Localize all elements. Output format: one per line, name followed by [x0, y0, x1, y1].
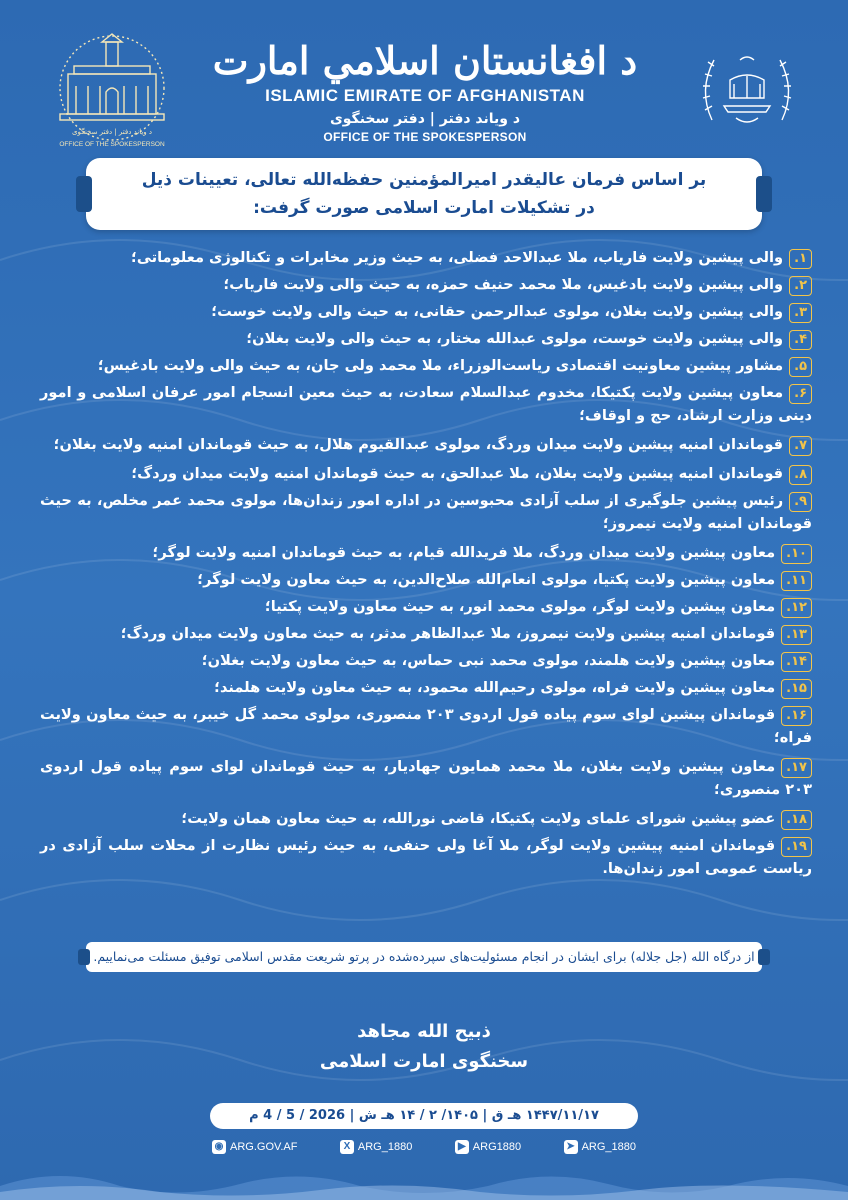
item-text: قوماندان امنیه پیشین ولایت میدان وردگ، مولوی عبدالقیوم هلال، به حیث قوماندان امنیه ولایت بغلان؛ — [53, 436, 784, 453]
social-youtube-label: ARG1880 — [472, 1141, 522, 1153]
item-text: والی پیشین ولایت خوست، مولوی عبدالله مختار، به حیث والی ولایت بغلان؛ — [246, 330, 784, 347]
signatory-name: ذبیح الله مجاهد — [357, 1021, 491, 1042]
list-item — [40, 755, 812, 801]
item-text: معاون پیشین ولایت پکتیکا، مخدوم عبدالسلام سعادت، به حیث معین انسجام امور عرفان اسلامی و امور دینی وزارت ارشاد، حج و اوقاف؛ — [40, 384, 812, 424]
social-x-label: ARG_1880 — [357, 1141, 413, 1153]
item-text: والی پیشین ولایت بغلان، مولوی عبدالرحمن حقانی، به حیث والی ولایت خوست؛ — [211, 303, 784, 320]
list-item — [40, 807, 812, 830]
item-number: ۱. — [789, 249, 812, 269]
item-text: قوماندان امنیه پیشین ولایت نیمروز، ملا عبدالظاهر مدثر، به حیث معاون ولایت میدان وردگ؛ — [120, 625, 776, 642]
item-number: ۱۷. — [781, 758, 812, 778]
list-item — [40, 595, 812, 618]
item-number: ۶. — [789, 384, 812, 404]
appointment-list — [40, 246, 812, 884]
social-telegram-label: ARG_1880 — [581, 1141, 636, 1153]
brand-english: ISLAMIC EMIRATE OF AFGHANISTAN — [265, 86, 585, 105]
closing-prayer-box — [86, 942, 762, 972]
item-number: ۱۵. — [781, 679, 812, 699]
date-bar — [210, 1103, 638, 1129]
globe-icon: ◉ — [212, 1140, 226, 1154]
social-telegram[interactable] — [564, 1140, 636, 1154]
list-item — [40, 246, 812, 269]
item-text: قوماندان امنیه پیشین ولایت بغلان، ملا عبدالحق، به حیث قوماندان امنیه ولایت میدان وردگ؛ — [131, 465, 784, 482]
item-number: ۱۶. — [781, 706, 812, 726]
emblem-caption-en: OFFICE OF THE SPOKESPERSON — [59, 141, 165, 148]
seal-emblem-logo — [694, 40, 800, 140]
list-item — [40, 489, 812, 535]
list-item — [40, 541, 812, 564]
palace-emblem-logo — [40, 30, 185, 160]
palace-icon — [40, 30, 185, 160]
telegram-icon: ➤ — [564, 1140, 578, 1154]
item-number: ۷. — [789, 436, 812, 456]
x-icon: X — [340, 1140, 354, 1154]
youtube-icon: ▶ — [455, 1140, 469, 1154]
list-item — [40, 834, 812, 880]
item-text: قوماندان امنیه پیشین ولایت لوگر، ملا آغا ولی حنفی، به حیث رئیس نظارت از محلات سلب آزادی در ریاست عمومی امور زندان‌ها. — [40, 837, 812, 877]
item-number: ۱۴. — [781, 652, 812, 672]
list-item — [40, 354, 812, 377]
item-text: رئیس پیشین جلوگیری از سلب آزادی محبوسین در اداره امور زندان‌ها، مولوی محمد عمر مخلص، به حیث قوماندان امنیه ولایت نیمروز؛ — [40, 492, 812, 532]
item-text: قوماندان پیشین لوای سوم پیاده قول اردوی ۲۰۳ منصوری، مولوی محمد گل خیبر، به حیث معاون ولایت فراه؛ — [40, 706, 812, 746]
list-item — [40, 703, 812, 749]
ribbon-right — [756, 176, 772, 212]
item-text: والی پیشین ولایت بادغیس، ملا محمد حنیف حمزه، به حیث والی ولایت فاریاب؛ — [223, 276, 784, 293]
item-number: ۲. — [789, 276, 812, 296]
brand-header — [200, 36, 650, 144]
item-text: عضو پیشین شورای علمای ولایت پکتیکا، قاضی نورالله، به حیث معاون همان ولایت؛ — [181, 810, 776, 827]
list-item — [40, 676, 812, 699]
list-item — [40, 568, 812, 591]
item-text: معاون پیشین ولایت پکتیا، مولوی انعام‌الله صلاح‌الدین، به حیث معاون ولایت لوگر؛ — [197, 571, 776, 588]
decree-intro-box — [86, 158, 762, 230]
social-youtube[interactable] — [455, 1140, 521, 1154]
list-item — [40, 381, 812, 427]
item-text: معاون پیشین ولایت هلمند، مولوی محمد نبی حماس، به حیث معاون ولایت بغلان؛ — [201, 652, 776, 669]
item-number: ۵. — [789, 357, 812, 377]
item-text: معاون پیشین ولایت فراه، مولوی رحیم‌الله محمود، به حیث معاون ولایت هلمند؛ — [214, 679, 776, 696]
list-item — [40, 327, 812, 350]
social-x[interactable] — [340, 1140, 412, 1154]
item-number: ۱۳. — [781, 625, 812, 645]
signatory-title: سخنگوی امارت اسلامی — [319, 1051, 529, 1072]
item-text: معاون پیشین ولایت بغلان، ملا محمد همایون جهادیار، به حیث قوماندان لوای سوم پیاده قول اردوی ۲۰۳ منصوری؛ — [40, 758, 812, 798]
closing-prayer-text: از درگاه الله (جل جلاله) برای ایشان در انجام مسئولیت‌های سپرده‌شده در پرتو شریعت مقدس اسلامی توفیق مسئلت می‌نماییم. — [93, 949, 755, 964]
item-number: ۹. — [789, 492, 812, 512]
ribbon-right — [758, 949, 770, 965]
decree-line-2: در تشکیلات امارت اسلامی صورت گرفت: — [253, 198, 595, 218]
item-number: ۱۸. — [781, 810, 812, 830]
seal-icon — [694, 40, 800, 140]
item-text: مشاور پیشین معاونیت اقتصادی ریاست‌الوزراء، ملا محمد ولی جان، به حیث والی ولایت بادغیس؛ — [97, 357, 784, 374]
item-number: ۱۲. — [781, 598, 812, 618]
decree-line-1: بر اساس فرمان عالیقدر امیرالمؤمنین حفظه‌الله تعالی، تعیینات ذیل — [141, 170, 707, 190]
list-item — [40, 649, 812, 672]
list-item — [40, 273, 812, 296]
ribbon-left — [78, 949, 90, 965]
brand-calligraphy: د افغانستان اسلامي امارت — [212, 38, 638, 83]
decree-intro-text — [86, 158, 762, 222]
list-item — [40, 622, 812, 645]
list-item — [40, 433, 812, 456]
item-number: ۱۹. — [781, 837, 812, 857]
bottom-decoration — [0, 1166, 848, 1200]
office-english: OFFICE OF THE SPOKESPERSON — [323, 130, 527, 144]
social-website-label: ARG.GOV.AF — [230, 1141, 298, 1153]
item-number: ۱۰. — [781, 544, 812, 564]
social-links — [212, 1136, 636, 1158]
emblem-caption-ps: د ویانډ دفتر | دفتر سخنگوی — [71, 128, 153, 136]
item-text: معاون پیشین ولایت لوگر، مولوی محمد انور، به حیث معاون ولایت پکتیا؛ — [264, 598, 776, 615]
social-website[interactable] — [212, 1140, 297, 1154]
signature-block — [224, 1018, 624, 1078]
office-pashto-dari: د ویاند دفتر | دفتر سخنگوی — [329, 111, 521, 127]
item-text: معاون پیشین ولایت میدان وردگ، ملا فریدالله قیام، به حیث قوماندان امنیه ولایت لوگر؛ — [152, 544, 776, 561]
list-item — [40, 300, 812, 323]
item-text: والی پیشین ولایت فاریاب، ملا عبدالاحد فضلی، به حیث وزیر مخابرات و تکنالوژی معلوماتی؛ — [131, 249, 784, 266]
list-item — [40, 462, 812, 485]
item-number: ۱۱. — [781, 571, 812, 591]
date-text: ۱۴۴۷/۱۱/۱۷ هـ ق | ۱۴۰۵/ ۲ / ۱۴ هـ ش | 2026 / 5 / 4 م — [249, 1108, 599, 1123]
item-number: ۳. — [789, 303, 812, 323]
ribbon-left — [76, 176, 92, 212]
item-number: ۸. — [789, 465, 812, 485]
item-number: ۴. — [789, 330, 812, 350]
